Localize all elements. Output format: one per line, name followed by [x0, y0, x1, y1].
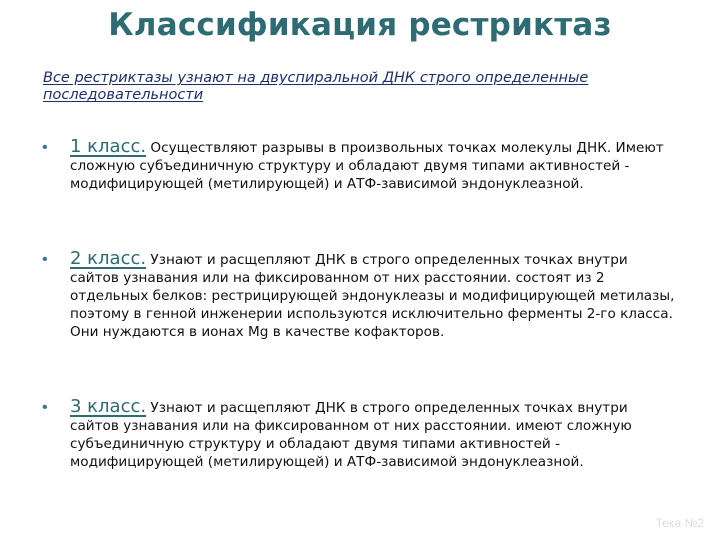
- class-2-content: [70, 250, 678, 341]
- class-1-content: [70, 138, 678, 193]
- class-3-content: [70, 398, 678, 471]
- footer-watermark: Тека №2: [655, 516, 704, 530]
- bullet-icon: •: [42, 139, 48, 156]
- class-2-text: Узнают и расщепляют ДНК в строго определенных точках внутри сайтов узнавания или на фиксированном от них расстоянии. состоят из 2 отдельных белков: рестрицирующей эндонуклеазы и модифицирующей метилазы, поэтому в генной инженерии используются исключительно ферменты 2-го класса. Они нуждаются в ионах Mg в качестве кофакторов.: [70, 252, 675, 340]
- class-3-label: 3 класс.: [70, 396, 147, 417]
- slide-subtitle: Все рестриктазы узнают на двуспиральной ДНК строго определенные последовательности: [43, 70, 589, 103]
- class-1-text: Осуществляют разрывы в произвольных точках молекулы ДНК. Имеют сложную субъединичную структуру и обладают двумя типами активностей - модифицирующей (метилирующей) и АТФ-зависимой эндонуклеазной.: [70, 140, 664, 192]
- bullet-icon: •: [42, 251, 48, 268]
- class-3-text: Узнают и расщепляют ДНК в строго определенных точках внутри сайтов узнавания или на фиксированном от них расстоянии. имеют сложную субъединичную структуру и обладают двумя типами активностей - модифицирующей (метилирующей) и АТФ-зависимой эндонуклеазной.: [70, 400, 632, 470]
- class-1-label: 1 класс.: [70, 136, 147, 157]
- class-2-label: 2 класс.: [70, 248, 147, 269]
- bullet-icon: •: [42, 399, 48, 416]
- slide-title: Классификация рестриктаз: [108, 7, 612, 43]
